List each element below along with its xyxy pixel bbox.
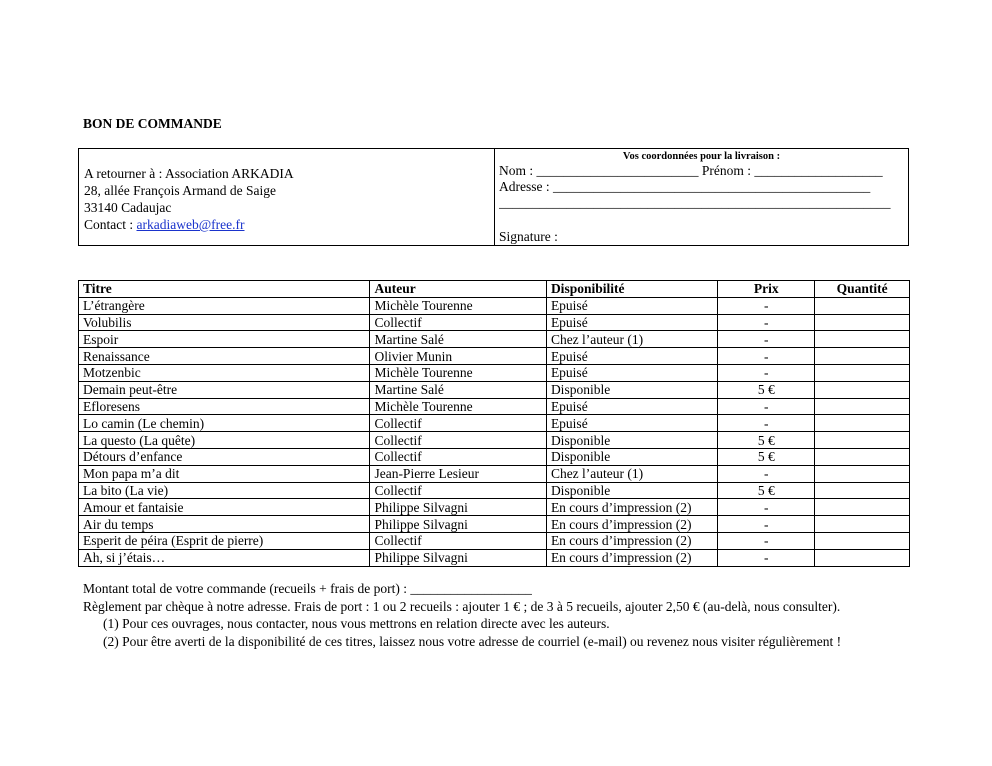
- address-divider: [494, 149, 495, 245]
- table-row: [79, 398, 910, 415]
- cell-author: Michèle Tourenne: [370, 364, 546, 381]
- address-field-continued[interactable]: __________________________________________________________: [499, 195, 891, 210]
- cell-title: Efloresens: [79, 398, 370, 415]
- cell-price: -: [718, 348, 815, 365]
- table-row: [79, 482, 910, 499]
- cell-price: 5 €: [718, 381, 815, 398]
- cell-quantity[interactable]: [815, 499, 910, 516]
- cell-author: Philippe Silvagni: [370, 499, 546, 516]
- payment-terms: Règlement par chèque à notre adresse. Frais de port : 1 ou 2 recueils : ajouter 1 € ; de 3 à 5 recueils, ajouter 2,50 € (au-delà, nous consulter).: [83, 598, 841, 614]
- cell-author: Collectif: [370, 448, 546, 465]
- page-title: BON DE COMMANDE: [83, 116, 222, 131]
- table-row: [79, 448, 910, 465]
- cell-title: Espoir: [79, 331, 370, 348]
- cell-availability: Epuisé: [546, 297, 717, 314]
- cell-price: -: [718, 364, 815, 381]
- table-row: [79, 297, 910, 314]
- cell-availability: Epuisé: [546, 415, 717, 432]
- cell-quantity[interactable]: [815, 465, 910, 482]
- cell-author: Collectif: [370, 432, 546, 449]
- cell-price: -: [718, 499, 815, 516]
- table-row: [79, 432, 910, 449]
- cell-availability: En cours d’impression (2): [546, 549, 717, 566]
- sender-contact: [84, 216, 294, 233]
- cell-quantity[interactable]: [815, 482, 910, 499]
- cell-author: Martine Salé: [370, 331, 546, 348]
- delivery-heading: Vos coordonnées pour la livraison :: [622, 151, 781, 162]
- cell-quantity[interactable]: [815, 415, 910, 432]
- cell-quantity[interactable]: [815, 381, 910, 398]
- cell-title: Demain peut-être: [79, 381, 370, 398]
- cell-quantity[interactable]: [815, 432, 910, 449]
- cell-author: Collectif: [370, 482, 546, 499]
- cell-price: -: [718, 297, 815, 314]
- cell-author: Collectif: [370, 415, 546, 432]
- contact-label: Contact :: [84, 217, 137, 232]
- sender-line-2: 28, allée François Armand de Saige: [84, 183, 276, 198]
- table-row: [79, 465, 910, 482]
- cell-availability: Disponible: [546, 482, 717, 499]
- order-footer: [83, 580, 841, 650]
- cell-quantity[interactable]: [815, 364, 910, 381]
- cell-availability: Epuisé: [546, 364, 717, 381]
- column-header-quantity: Quantité: [815, 281, 910, 298]
- cell-availability: En cours d’impression (2): [546, 516, 717, 533]
- cell-author: Olivier Munin: [370, 348, 546, 365]
- cell-title: Renaissance: [79, 348, 370, 365]
- cell-author: Collectif: [370, 532, 546, 549]
- cell-price: 5 €: [718, 482, 815, 499]
- cell-availability: Disponible: [546, 432, 717, 449]
- cell-quantity[interactable]: [815, 348, 910, 365]
- sender-line-3: 33140 Cadaujac: [84, 200, 172, 215]
- cell-availability: En cours d’impression (2): [546, 499, 717, 516]
- sender-line-1: A retourner à : Association ARKADIA: [84, 166, 294, 181]
- footnote-2: (2) Pour être averti de la disponibilité de ces titres, laissez nous votre adresse de courriel (e-mail) ou revenez nous visiter régulièrement !: [103, 633, 842, 649]
- cell-price: -: [718, 398, 815, 415]
- table-row: [79, 532, 910, 549]
- cell-availability: Chez l’auteur (1): [546, 465, 717, 482]
- delivery-details: [499, 149, 904, 244]
- cell-author: Collectif: [370, 314, 546, 331]
- column-header-title: Titre: [79, 281, 370, 298]
- cell-author: Michèle Tourenne: [370, 398, 546, 415]
- cell-title: Ah, si j’étais…: [79, 549, 370, 566]
- cell-quantity[interactable]: [815, 532, 910, 549]
- cell-title: La bito (La vie): [79, 482, 370, 499]
- cell-quantity[interactable]: [815, 516, 910, 533]
- address-box: [78, 148, 909, 246]
- cell-title: Amour et fantaisie: [79, 499, 370, 516]
- cell-price: -: [718, 314, 815, 331]
- table-header-row: [79, 281, 910, 298]
- table-row: [79, 516, 910, 533]
- cell-title: Air du temps: [79, 516, 370, 533]
- column-header-price: Prix: [718, 281, 815, 298]
- cell-price: 5 €: [718, 432, 815, 449]
- cell-availability: Epuisé: [546, 348, 717, 365]
- cell-price: -: [718, 415, 815, 432]
- cell-author: Jean-Pierre Lesieur: [370, 465, 546, 482]
- books-table: [78, 280, 910, 567]
- cell-price: 5 €: [718, 448, 815, 465]
- contact-email-link[interactable]: arkadiaweb@free.fr: [136, 217, 245, 232]
- table-row: [79, 314, 910, 331]
- name-field[interactable]: Nom : ________________________ Prénom : ___________________: [499, 163, 883, 178]
- cell-availability: Disponible: [546, 448, 717, 465]
- column-header-author: Auteur: [370, 281, 546, 298]
- cell-title: Mon papa m’a dit: [79, 465, 370, 482]
- cell-quantity[interactable]: [815, 448, 910, 465]
- order-total-line: Montant total de votre commande (recueils + frais de port) : __________________: [83, 581, 532, 596]
- cell-author: Philippe Silvagni: [370, 516, 546, 533]
- cell-title: Motzenbic: [79, 364, 370, 381]
- books-table-body: [79, 297, 910, 566]
- cell-quantity[interactable]: [815, 398, 910, 415]
- cell-title: Lo camin (Le chemin): [79, 415, 370, 432]
- table-row: [79, 348, 910, 365]
- cell-availability: Chez l’auteur (1): [546, 331, 717, 348]
- signature-field[interactable]: Signature :: [499, 229, 558, 244]
- table-row: [79, 381, 910, 398]
- cell-availability: Disponible: [546, 381, 717, 398]
- cell-author: Martine Salé: [370, 381, 546, 398]
- cell-price: -: [718, 532, 815, 549]
- cell-availability: Epuisé: [546, 398, 717, 415]
- cell-price: -: [718, 549, 815, 566]
- cell-title: Volubilis: [79, 314, 370, 331]
- cell-quantity[interactable]: [815, 549, 910, 566]
- table-row: [79, 415, 910, 432]
- cell-title: Détours d’enfance: [79, 448, 370, 465]
- cell-price: -: [718, 465, 815, 482]
- table-row: [79, 549, 910, 566]
- cell-author: Michèle Tourenne: [370, 297, 546, 314]
- cell-quantity[interactable]: [815, 297, 910, 314]
- table-row: [79, 364, 910, 381]
- cell-quantity[interactable]: [815, 314, 910, 331]
- cell-title: L’étrangère: [79, 297, 370, 314]
- sender-address: [84, 165, 294, 233]
- table-row: [79, 331, 910, 348]
- cell-availability: En cours d’impression (2): [546, 532, 717, 549]
- address-field[interactable]: Adresse : _______________________________________________: [499, 179, 871, 194]
- cell-price: -: [718, 331, 815, 348]
- column-header-availability: Disponibilité: [546, 281, 717, 298]
- footnote-1: (1) Pour ces ouvrages, nous contacter, nous vous mettrons en relation directe avec les auteurs.: [103, 616, 610, 631]
- table-row: [79, 499, 910, 516]
- cell-title: Esperit de péira (Esprit de pierre): [79, 532, 370, 549]
- cell-author: Philippe Silvagni: [370, 549, 546, 566]
- cell-title: La questo (La quête): [79, 432, 370, 449]
- cell-quantity[interactable]: [815, 331, 910, 348]
- cell-availability: Epuisé: [546, 314, 717, 331]
- cell-price: -: [718, 516, 815, 533]
